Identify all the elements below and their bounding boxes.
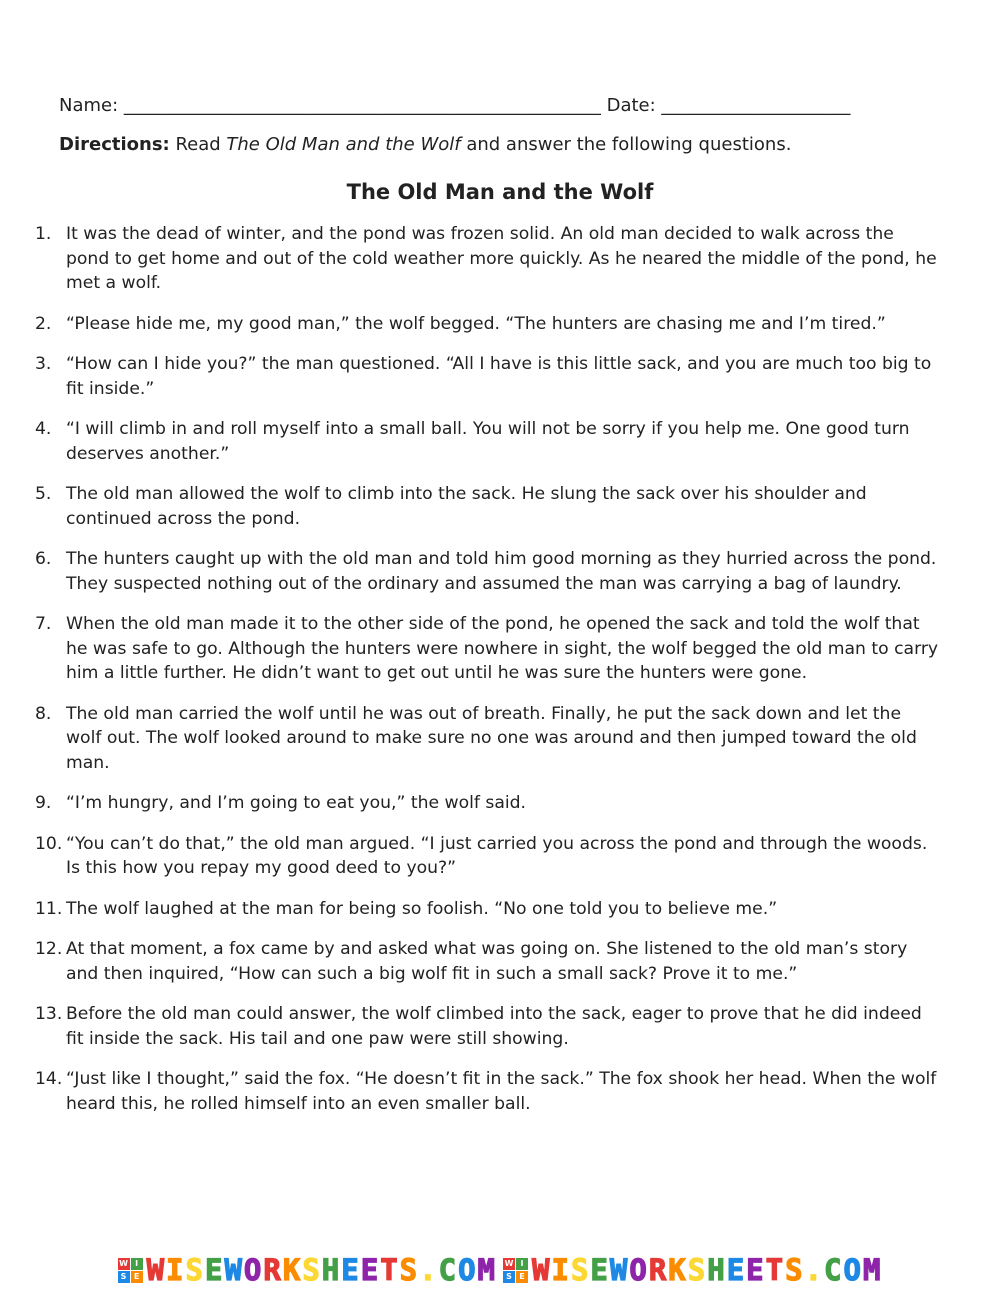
brand-block [118, 1253, 497, 1287]
logo-letter: E [131, 1271, 143, 1283]
paragraph [0, 612, 1000, 686]
footer-watermark [0, 1250, 1000, 1290]
brand-text [147, 1253, 497, 1287]
brand-letter: I [166, 1253, 186, 1287]
brand-letter: . [419, 1253, 439, 1287]
paragraph [0, 702, 1000, 776]
paragraph-text: The hunters caught up with the old man and told him good morning as they hurried across the pond. They suspected nothing out of the ordinary and assumed the man was carrying a bag of laundry. [66, 549, 937, 594]
brand-letter: E [360, 1253, 381, 1287]
brand-block [503, 1253, 882, 1287]
brand-letter: W [224, 1253, 244, 1287]
logo-letter: S [503, 1271, 515, 1283]
brand-letter: S [785, 1253, 805, 1287]
brand-letter: S [570, 1253, 591, 1287]
directions-label: Directions: [59, 134, 170, 155]
paragraph [0, 791, 1000, 816]
paragraph [0, 937, 1000, 986]
paragraph-text: “Please hide me, my good man,” the wolf begged. “The hunters are chasing me and I’m tired.” [66, 313, 886, 334]
paragraph-number: 4. [35, 419, 52, 439]
paragraph-number: 5. [35, 484, 52, 504]
logo-letter: W [119, 1258, 128, 1268]
logo-letter: I [516, 1258, 528, 1270]
brand-letter: S [399, 1253, 420, 1287]
logo-letter: W [504, 1258, 514, 1268]
paragraph-number: 12. [35, 939, 63, 959]
paragraph [0, 1002, 1000, 1051]
brand-letter: W [146, 1253, 167, 1287]
brand-letter: E [746, 1253, 766, 1287]
paragraph [0, 1067, 1000, 1116]
brand-letter: O [458, 1253, 478, 1287]
paragraph-text: “I’m hungry, and I’m going to eat you,” the wolf said. [66, 793, 527, 813]
brand-letter: C [438, 1253, 459, 1287]
brand-letter: M [862, 1253, 883, 1287]
brand-letter: O [243, 1253, 264, 1287]
brand-letter: C [824, 1253, 844, 1287]
paragraph-text: When the old man made it to the other side of the pond, he opened the sack and told the wolf that he was safe to go. Although the hunters were nowhere in sight, the wolf begged the old man to carry him a little further. He didn’t want to get out until he was sure the hunters were gone. [66, 614, 939, 683]
brand-letter: . [804, 1253, 825, 1287]
brand-letter: E [204, 1253, 225, 1287]
paragraph-number: 11. [35, 898, 63, 919]
brand-letter: I [551, 1253, 571, 1287]
paragraph [0, 417, 1000, 466]
brand-letter: W [609, 1253, 630, 1287]
brand-letter: H [707, 1253, 727, 1287]
passage-list [0, 222, 1000, 1132]
paragraph [0, 482, 1000, 531]
directions-post: and answer the following questions. [460, 134, 792, 155]
paragraph-text: The old man carried the wolf until he was out of breath. Finally, he put the sack down and let the wolf out. The wolf looked around to make sure no one was around and then jumped toward the old man. [66, 703, 917, 773]
brand-logo-icon [118, 1258, 143, 1283]
page-title: The Old Man and the Wolf [346, 180, 654, 204]
paragraph [0, 352, 1000, 401]
name-date-line: Name: _____________________________________________________ Date: _____________________ [59, 95, 851, 116]
paragraph-number: 14. [35, 1069, 63, 1089]
brand-letter: S [302, 1253, 322, 1287]
logo-letter: E [516, 1271, 528, 1283]
paragraph-number: 7. [35, 614, 52, 634]
brand-letter: E [726, 1253, 747, 1287]
paragraph-number: 13. [35, 1004, 63, 1024]
paragraph [0, 222, 1000, 296]
paragraph-number: 6. [35, 549, 52, 569]
brand-letter: O [843, 1253, 863, 1287]
paragraph-text: It was the dead of winter, and the pond was frozen solid. An old man decided to walk across the pond to get home and out of the cold weather more quickly. As he neared the middle of the pond, he met a wolf. [66, 224, 937, 293]
paragraph [0, 312, 1000, 337]
paragraph-text: At that moment, a fox came by and asked what was going on. She listened to the old man’s story and then inquired, “How can such a big wolf fit in such a small sack? Prove it to me.” [66, 939, 908, 984]
brand-letter: M [477, 1253, 497, 1287]
brand-letter: E [341, 1253, 361, 1287]
brand-letter: R [648, 1253, 669, 1287]
brand-text [532, 1253, 882, 1287]
paragraph [0, 547, 1000, 596]
paragraph-number: 8. [35, 703, 52, 724]
paragraph [0, 832, 1000, 881]
brand-letter: S [185, 1253, 205, 1287]
brand-letter: T [765, 1253, 786, 1287]
paragraph-text: “You can’t do that,” the old man argued. “I just carried you across the pond and through the woods. Is this how you repay my good deed to you?” [66, 833, 928, 878]
paragraph-text: “How can I hide you?” the man questioned. “All I have is this little sack, and you are much too big to fit inside.” [66, 354, 932, 399]
brand-letter: R [263, 1253, 283, 1287]
paragraph-text: The old man allowed the wolf to climb into the sack. He slung the sack over his shoulder and continued across the pond. [66, 484, 867, 529]
brand-letter: W [532, 1253, 552, 1287]
logo-letter: S [118, 1271, 130, 1283]
paragraph-text: Before the old man could answer, the wolf climbed into the sack, eager to prove that he did indeed fit inside the sack. His tail and one paw were still showing. [66, 1004, 922, 1049]
brand-letter: H [321, 1253, 342, 1287]
paragraph-number: 1. [35, 224, 52, 244]
paragraph-text: The wolf laughed at the man for being so foolish. “No one told you to believe me.” [66, 898, 778, 919]
directions-pre: Read [169, 134, 227, 155]
paragraph-text: “Just like I thought,” said the fox. “He doesn’t fit in the sack.” The fox shook her head. When the wolf heard this, he rolled himself into an even smaller ball. [66, 1069, 937, 1114]
directions [59, 134, 939, 155]
brand-letter: O [629, 1253, 649, 1287]
brand-letter: S [687, 1253, 708, 1287]
paragraph-text: “I will climb in and roll myself into a small ball. You will not be sorry if you help me. One good turn deserves another.” [66, 419, 910, 464]
brand-letter: K [282, 1253, 303, 1287]
brand-letter: K [668, 1253, 688, 1287]
logo-letter: I [131, 1258, 143, 1270]
paragraph [0, 897, 1000, 922]
brand-letter: E [590, 1253, 610, 1287]
brand-letter: T [380, 1253, 400, 1287]
brand-logo-icon [503, 1258, 528, 1283]
paragraph-number: 3. [35, 354, 52, 374]
directions-story-title: The Old Man and the Wolf [226, 134, 461, 155]
paragraph-number: 9. [35, 793, 52, 813]
paragraph-number: 2. [35, 313, 52, 334]
paragraph-number: 10. [35, 833, 63, 854]
